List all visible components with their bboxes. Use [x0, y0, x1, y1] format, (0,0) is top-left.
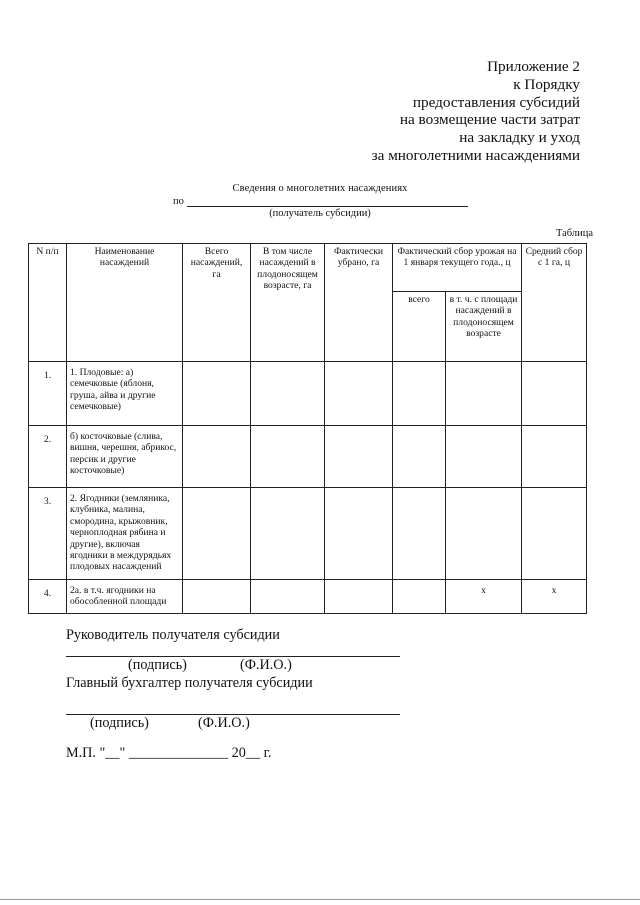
table-row	[29, 488, 587, 580]
acc-sign-caption: (подпись)	[90, 715, 149, 731]
row-num: 2.	[29, 426, 67, 488]
cell-avg-yield	[522, 426, 587, 488]
cell-avg-yield	[522, 488, 587, 580]
row-name: 2. Ягодники (земляника, клубника, малина, смородина, крыжовник, черноплодная рябина и другие), включая ягодники в междурядьях плодовых насаждений	[67, 488, 183, 580]
cell	[251, 362, 325, 426]
table-row	[29, 580, 587, 614]
cell	[393, 488, 446, 580]
cell	[183, 362, 251, 426]
header-avg-yield: Средний сбор с 1 га, ц	[522, 244, 587, 362]
cell	[325, 362, 393, 426]
header-fruiting-area: В том числе насаждений в плодоносящем возрасте, га	[251, 244, 325, 362]
head-fio-caption: (Ф.И.О.)	[240, 657, 292, 673]
cell	[325, 426, 393, 488]
stamp-date-line: М.П. "__" ______________ 20__ г.	[66, 745, 272, 761]
recipient-field-line	[187, 206, 468, 207]
appendix-line: Приложение 2	[487, 58, 580, 75]
table-label: Таблица	[555, 228, 593, 239]
page-bottom-divider	[0, 899, 640, 900]
appendix-line: на возмещение части затрат	[399, 111, 580, 129]
cell	[251, 426, 325, 488]
row-num: 1.	[29, 362, 67, 426]
cell	[183, 580, 251, 614]
header-harvested: Фактически убрано, га	[325, 244, 393, 362]
head-signature-line	[66, 656, 400, 657]
head-sign-caption: (подпись)	[128, 657, 187, 673]
head-label: Руководитель получателя субсидии	[66, 627, 280, 643]
row-name: 2а. в т.ч. ягодники на обособленной площади	[67, 580, 183, 614]
header-harvest-group: Фактический сбор урожая на 1 января текущего года., ц	[393, 244, 522, 292]
appendix-line: за многолетними насаждениями	[371, 146, 580, 164]
row-num: 4.	[29, 580, 67, 614]
cell	[393, 362, 446, 426]
appendix-header	[372, 58, 580, 165]
row-name: б) косточковые (слива, вишня, черешня, абрикос, персик и другие косточковые)	[67, 426, 183, 488]
cell-fruiting-harvest	[446, 426, 522, 488]
cell-avg-yield	[522, 362, 587, 426]
row-num: 3.	[29, 488, 67, 580]
cell	[393, 580, 446, 614]
plantings-table	[28, 243, 587, 614]
cell	[393, 426, 446, 488]
appendix-line: к Порядку	[513, 75, 580, 93]
cell	[251, 580, 325, 614]
cell-fruiting-harvest	[446, 362, 522, 426]
cell-avg-yield: х	[522, 580, 587, 614]
accountant-label: Главный бухгалтер получателя субсидии	[66, 675, 313, 691]
table-row	[29, 362, 587, 426]
acc-fio-caption: (Ф.И.О.)	[198, 715, 250, 731]
header-harvest-total: всего	[393, 292, 446, 362]
table-row	[29, 426, 587, 488]
header-harvest-fruiting: в т. ч. с площади насаждений в плодоносящем возрасте	[446, 292, 522, 362]
cell-fruiting-harvest: х	[446, 580, 522, 614]
header-name: Наименование насаждений	[67, 244, 183, 362]
row-name: 1. Плодовые: а) семечковые (яблоня, груша, айва и другие семечковые)	[67, 362, 183, 426]
po-label: по	[173, 196, 184, 207]
cell	[183, 488, 251, 580]
cell-fruiting-harvest	[446, 488, 522, 580]
header-total-area: Всего насаждений, га	[183, 244, 251, 362]
cell	[183, 426, 251, 488]
cell	[325, 488, 393, 580]
header-num: N п/п	[29, 244, 67, 362]
form-title: Сведения о многолетних насаждениях	[232, 183, 408, 194]
cell	[251, 488, 325, 580]
recipient-caption: (получатель субсидии)	[269, 208, 371, 219]
appendix-line: предоставления субсидий	[412, 93, 580, 111]
appendix-line: на закладку и уход	[459, 129, 580, 147]
cell	[325, 580, 393, 614]
